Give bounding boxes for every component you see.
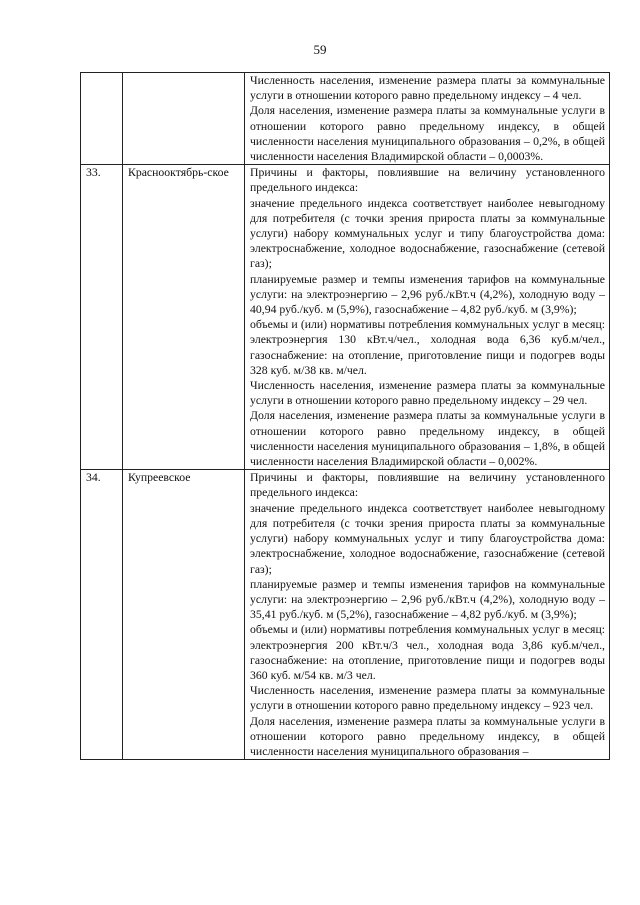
description-cell [245,470,610,760]
paragraph-tariffs: планируемые размер и темпы изменения тарифов на коммунальные услуги: на электроэнергию – 2,96 руб./кВт.ч (4,2%), холодную воду – 35,41 руб./куб. м (5,2%), газоснабжение – 4,82 руб./куб. м (3,9%); [250,577,605,622]
table-row [81,73,610,165]
paragraph-reasons-heading: Причины и факторы, повлиявшие на величину установленного предельного индекса: [250,166,605,195]
paragraph-index-value: значение предельного индекса соответствует наиболее невыгодному для потребителя (с точки зрения прироста платы за коммунальные услуги) набору коммунальных услуг и типу благоустройства дома: электроснабжение, холодное водоснабжение, газоснабжение (сетевой газ); [250,196,605,271]
index-table [80,72,610,760]
paragraph-population-count: Численность населения, изменение размера платы за коммунальные услуги в отношении которого равно предельному индексу – 923 чел. [250,684,605,713]
paragraph-population-share: Доля населения, изменение размера платы за коммунальные услуги в отношении которого равно предельному индексу, в общей численности населения муниципального образования – 0,2%, в общей численности населения Владимирской области – 0,0003%. [250,104,605,164]
paragraph-consumption-norms: объемы и (или) нормативы потребления коммунальных услуг в месяц: электроэнергия 130 кВт.ч/чел., холодная вода 6,36 куб.м/чел., газоснабжение: на отопление, приготовление пищи и подогрев воды 328 куб. м/38 кв. м/чел. [250,318,605,377]
paragraph-reasons-heading: Причины и факторы, повлиявшие на величину установленного предельного индекса: [250,471,605,500]
table-row [81,165,610,470]
municipality-name-cell [123,73,245,165]
paragraph-consumption-norms: объемы и (или) нормативы потребления коммунальных услуг в месяц: электроэнергия 200 кВт.ч/3 чел., холодная вода 3,86 куб.м/чел., газоснабжение: на отопление, приготовление пищи и подогрев воды 360 куб. м/54 кв. м/3 чел. [250,623,605,682]
paragraph-index-value: значение предельного индекса соответствует наиболее невыгодному для потребителя (с точки зрения прироста платы за коммунальные услуги) набору коммунальных услуг и типу благоустройства дома: электроснабжение, холодное водоснабжение, газоснабжение (сетевой газ); [250,501,605,576]
row-number-cell: 34. [81,470,123,760]
paragraph-tariffs: планируемые размер и темпы изменения тарифов на коммунальные услуги: на электроэнергию – 2,96 руб./кВт.ч (4,2%), холодную воду – 40,94 руб./куб. м (5,9%), газоснабжение – 4,82 руб./куб. м (3,9%); [250,272,605,317]
paragraph-population-count: Численность населения, изменение размера платы за коммунальные услуги в отношении которого равно предельному индексу – 4 чел. [250,74,605,103]
page-number: 59 [313,42,327,57]
paragraph-population-share: Доля населения, изменение размера платы за коммунальные услуги в отношении которого равно предельному индексу, в общей численности населения муниципального образования – 1,8%, в общей численности населения Владимирской области – 0,002%. [250,409,605,469]
description-cell [245,73,610,165]
row-number-cell: 33. [81,165,123,470]
paragraph-population-share: Доля населения, изменение размера платы за коммунальные услуги в отношении которого равно предельному индексу, в общей численности населения муниципального образования – [250,714,605,758]
description-cell [245,165,610,470]
table-row [81,470,610,760]
municipality-name-cell: Краснооктябрь-ское [123,165,245,470]
row-number-cell [81,73,123,165]
paragraph-population-count: Численность населения, изменение размера платы за коммунальные услуги в отношении которого равно предельному индексу – 29 чел. [250,379,605,408]
municipality-name-cell: Купреевское [123,470,245,760]
